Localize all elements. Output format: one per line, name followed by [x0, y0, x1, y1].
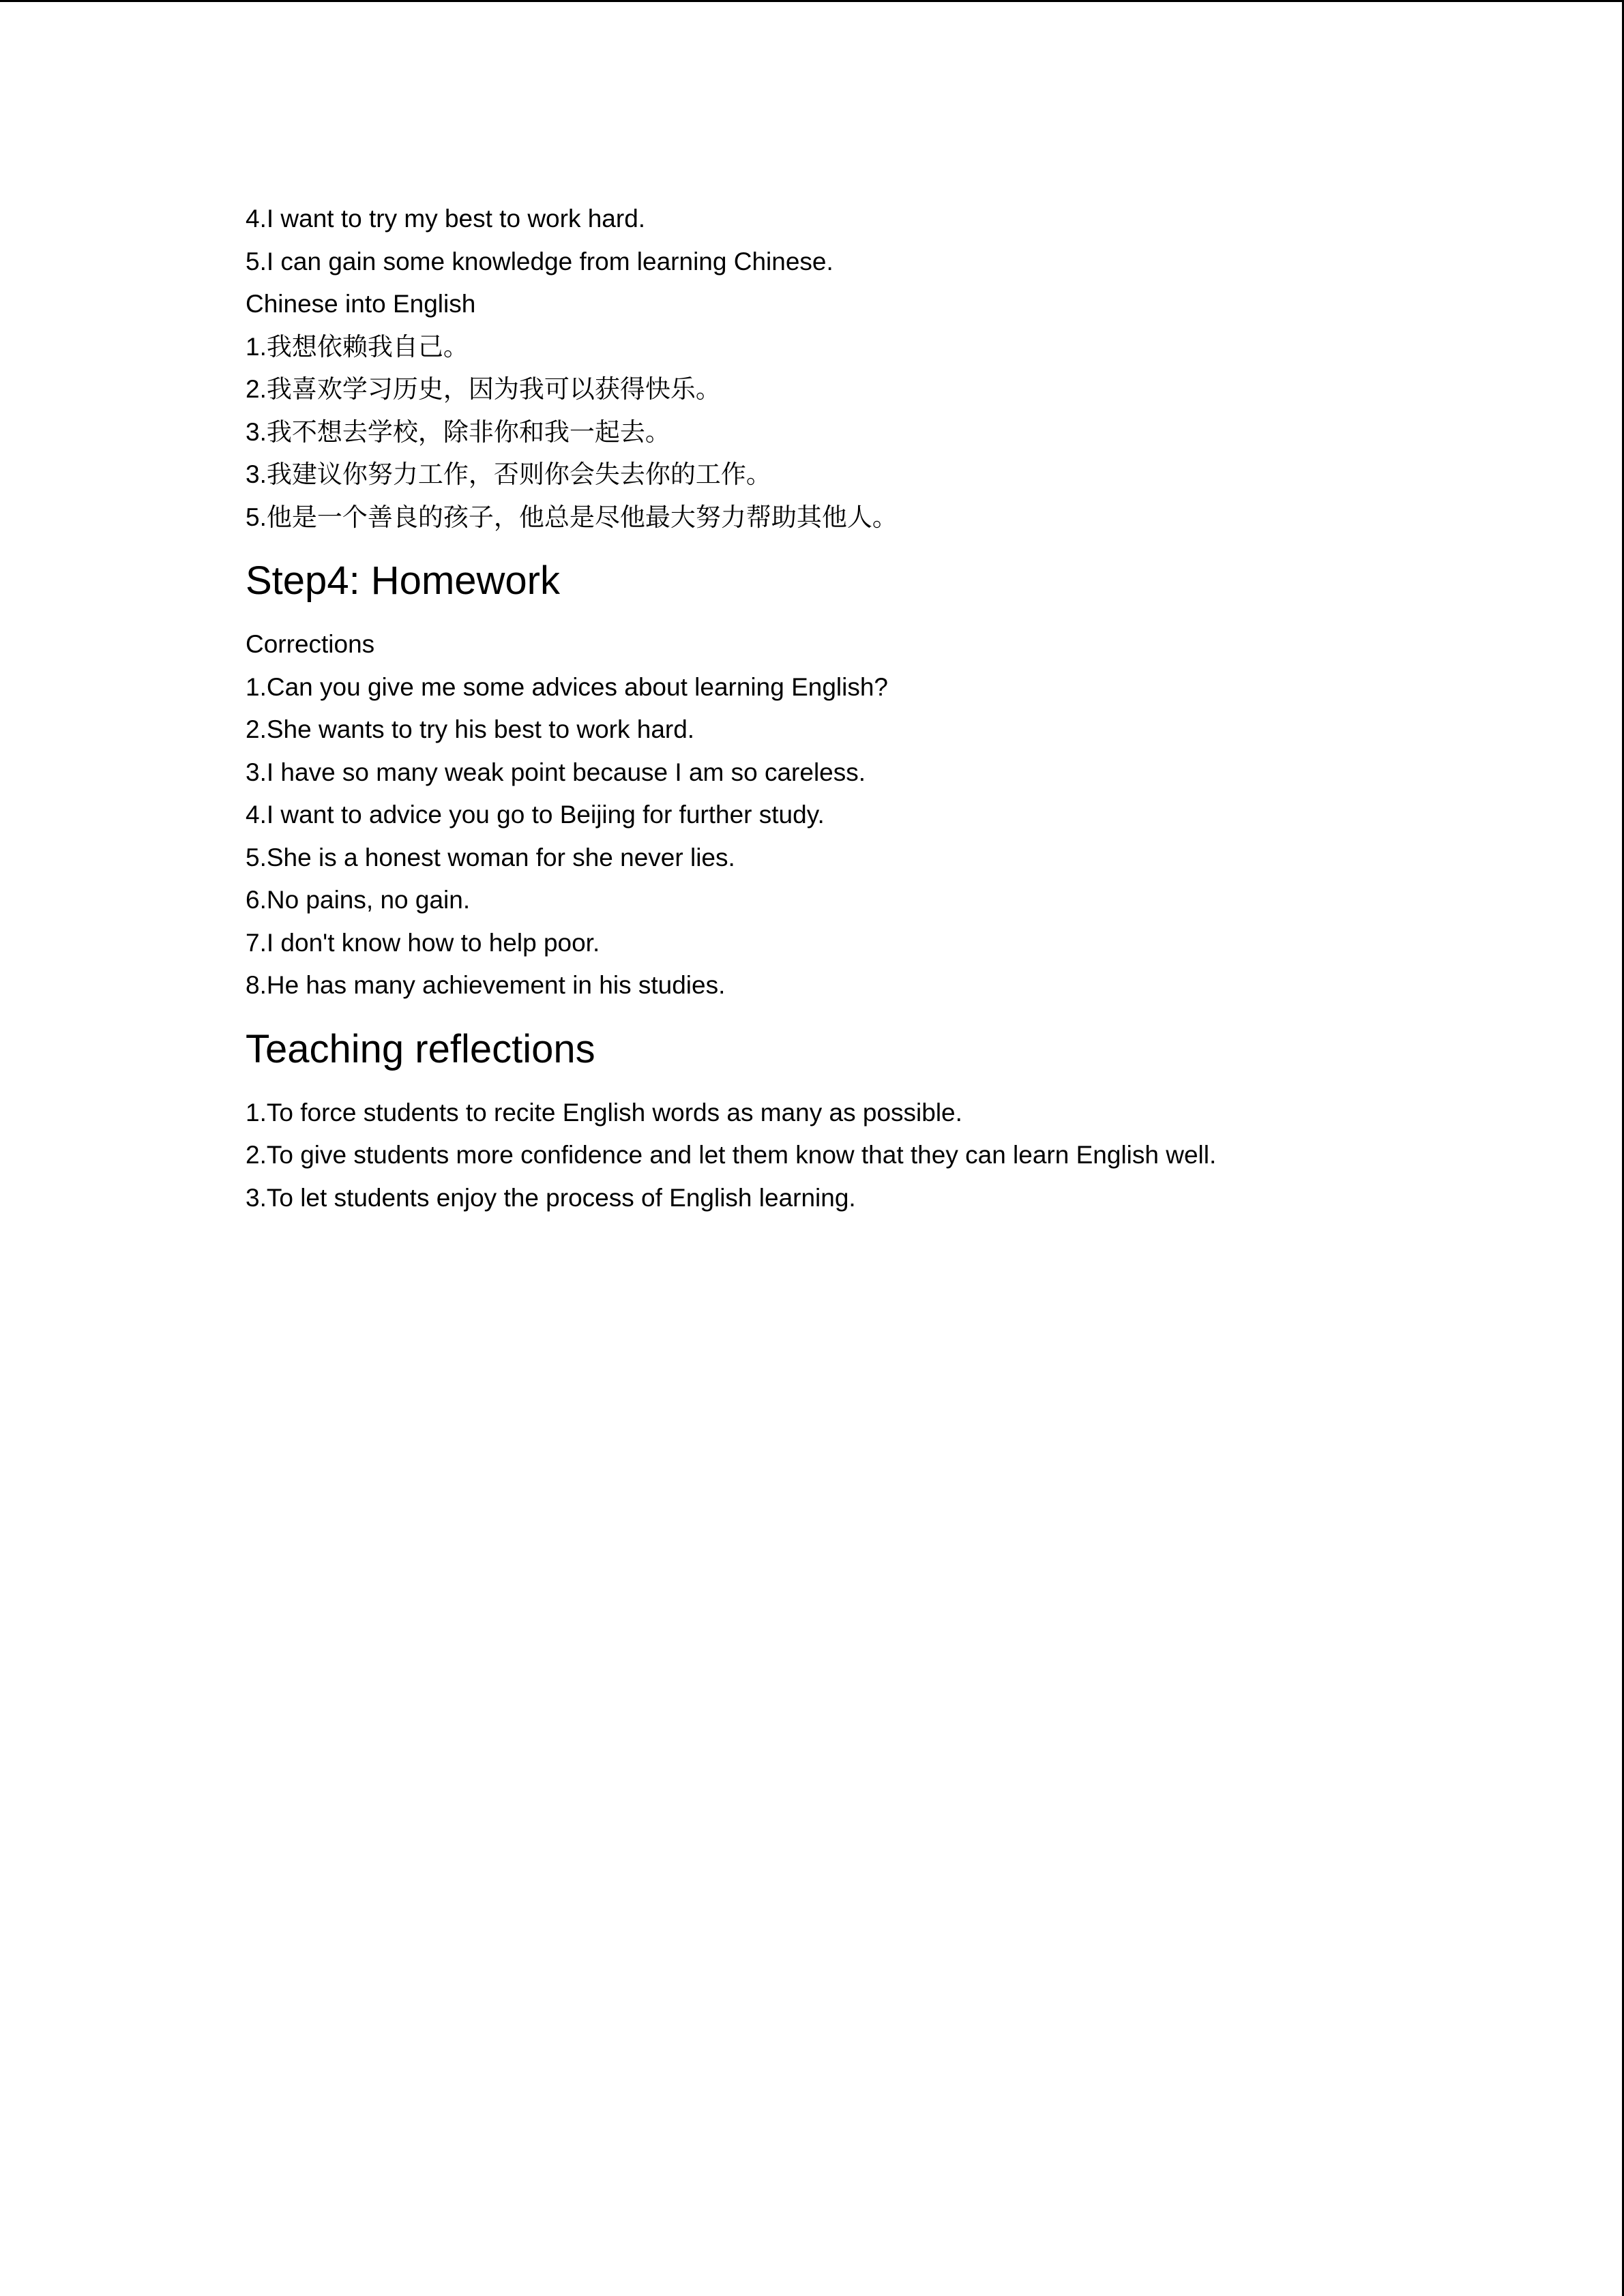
page-border-top — [0, 0, 1624, 2]
document-body — [246, 198, 1541, 1219]
homework-heading: Step4: Homework — [246, 558, 560, 603]
sentence-line: 5.I can gain some knowledge from learning Chinese. — [246, 247, 833, 275]
correction-line: 3.I have so many weak point because I am so careless. — [246, 758, 866, 786]
chinese-sentence-line: 3.我建议你努力工作，否则你会失去你的工作。 — [246, 460, 771, 488]
correction-line: 2.She wants to try his best to work hard. — [246, 715, 695, 743]
subsection-label: Chinese into English — [246, 290, 476, 318]
chinese-sentence-line: 3.我不想去学校，除非你和我一起去。 — [246, 417, 670, 446]
pre-section — [246, 198, 1541, 539]
correction-line: 6.No pains, no gain. — [246, 886, 471, 914]
correction-line: 1.Can you give me some advices about learning English? — [246, 672, 889, 701]
reflection-line: 2.To give students more confidence and let them know that they can learn English well. — [246, 1141, 1217, 1169]
sentence-line: 4.I want to try my best to work hard. — [246, 205, 646, 233]
chinese-sentence-line: 1.我想依赖我自己。 — [246, 332, 469, 361]
reflection-line: 1.To force students to recite English words as many as possible. — [246, 1098, 962, 1127]
correction-line: 7.I don't know how to help poor. — [246, 928, 600, 957]
reflection-line: 3.To let students enjoy the process of English learning. — [246, 1183, 856, 1212]
subsection-label: Corrections — [246, 630, 375, 658]
correction-line: 4.I want to advice you go to Beijing for further study. — [246, 801, 825, 829]
reflections-section — [246, 1092, 1541, 1220]
chinese-sentence-line: 2.我喜欢学习历史，因为我可以获得快乐。 — [246, 375, 721, 403]
correction-line: 8.He has many achievement in his studies. — [246, 971, 726, 999]
homework-section — [246, 623, 1541, 1007]
reflections-heading: Teaching reflections — [246, 1026, 595, 1071]
chinese-sentence-line: 5.他是一个善良的孩子，他总是尽他最大努力帮助其他人。 — [246, 503, 898, 531]
correction-line: 5.She is a honest woman for she never lies. — [246, 843, 735, 871]
